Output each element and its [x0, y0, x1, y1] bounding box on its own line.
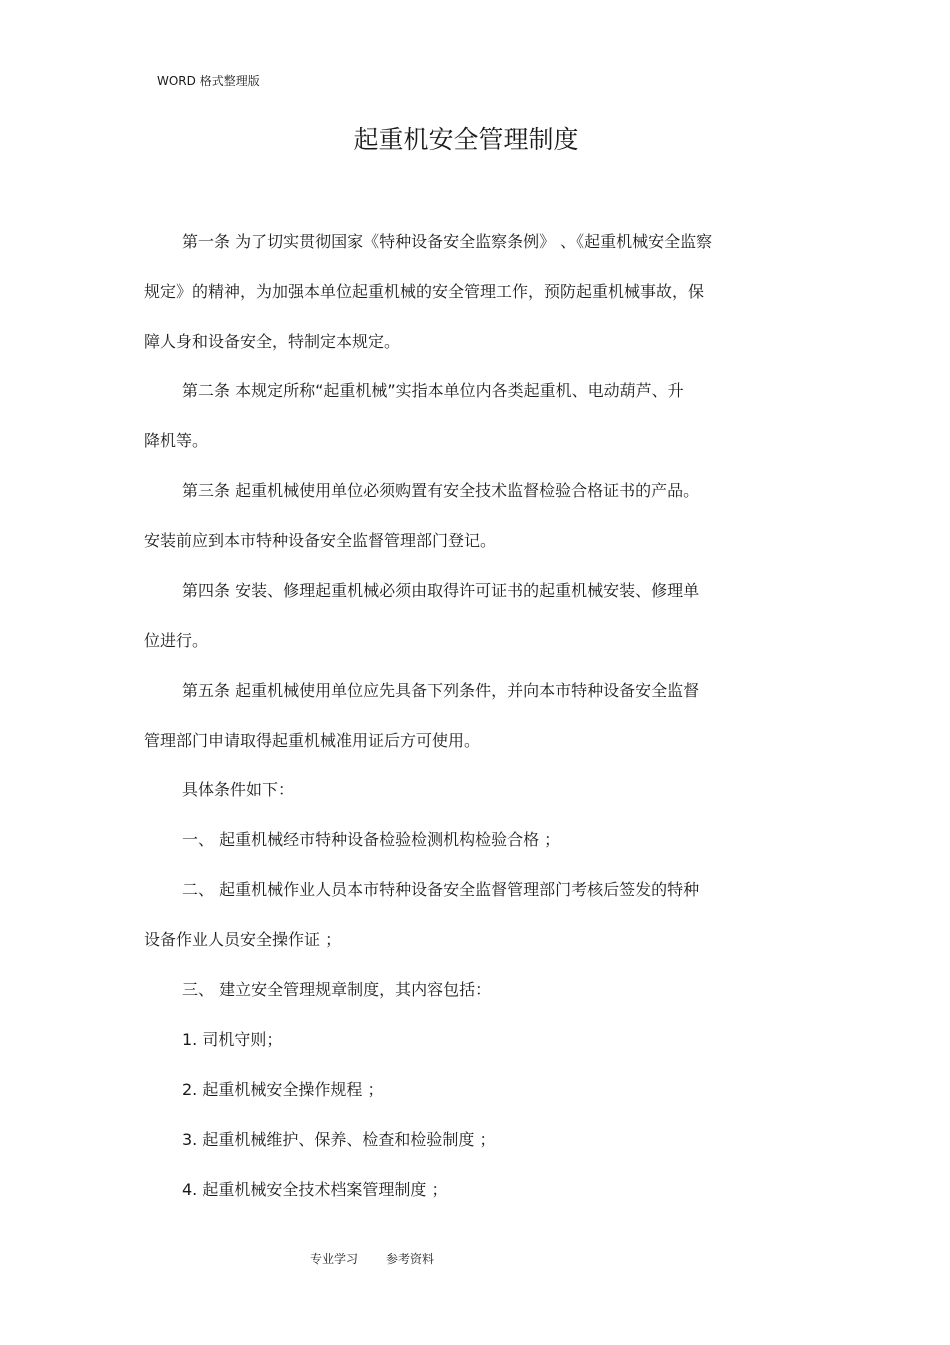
article-2-line-2: 降机等。	[144, 431, 209, 450]
condition-2-line-2: 设备作业人员安全操作证 ；	[144, 930, 342, 949]
condition-1: 一、 起重机械经市特种设备检验检测机构检验合格 ；	[182, 830, 561, 849]
article-1-line-2: 规定》的精神，为加强本单位起重机械的安全管理工作，预防起重机械事故，保	[144, 282, 705, 301]
article-1-line-3: 障人身和设备安全，特制定本规定。	[144, 332, 401, 351]
condition-3: 三、 建立安全管理规章制度，其内容包括：	[182, 980, 492, 999]
footer-right-text: 参考资料	[386, 1252, 435, 1266]
conditions-intro: 具体条件如下：	[182, 780, 295, 799]
article-4-line-1: 第四条 安装、修理起重机械必须由取得许可证书的起重机械安装、修理单	[182, 581, 700, 600]
article-4-line-2: 位进行。	[144, 631, 209, 650]
page-footer	[310, 1250, 434, 1268]
footer-left-text: 专业学习	[310, 1252, 359, 1266]
rule-item-4: 4. 起重机械安全技术档案管理制度 ；	[182, 1180, 448, 1199]
rule-item-3: 3. 起重机械维护、保养、检查和检验制度 ；	[182, 1130, 496, 1149]
article-2-line-1: 第二条 本规定所称“起重机械”实指本单位内各类起重机、电动葫芦、升	[182, 381, 684, 400]
article-5-line-1: 第五条 起重机械使用单位应先具备下列条件，并向本市特种设备安全监督	[182, 681, 700, 700]
article-3-line-2: 安装前应到本市特种设备安全监督管理部门登记。	[144, 531, 497, 550]
condition-2-line-1: 二、 起重机械作业人员本市特种设备安全监督管理部门考核后签发的特种	[182, 880, 700, 899]
article-1-line-1: 第一条 为了切实贯彻国家《特种设备安全监察条例》 、《起重机械安全监察	[182, 232, 713, 251]
document-title: 起重机安全管理制度	[353, 125, 579, 154]
article-3-line-1: 第三条 起重机械使用单位必须购置有安全技术监督检验合格证书的产品。	[182, 481, 700, 500]
rule-item-2: 2. 起重机械安全操作规程 ；	[182, 1080, 384, 1099]
page-header: WORD 格式整理版	[157, 74, 260, 88]
rule-item-1: 1. 司机守则；	[182, 1030, 283, 1049]
article-5-line-2: 管理部门申请取得起重机械准用证后方可使用。	[144, 731, 481, 750]
